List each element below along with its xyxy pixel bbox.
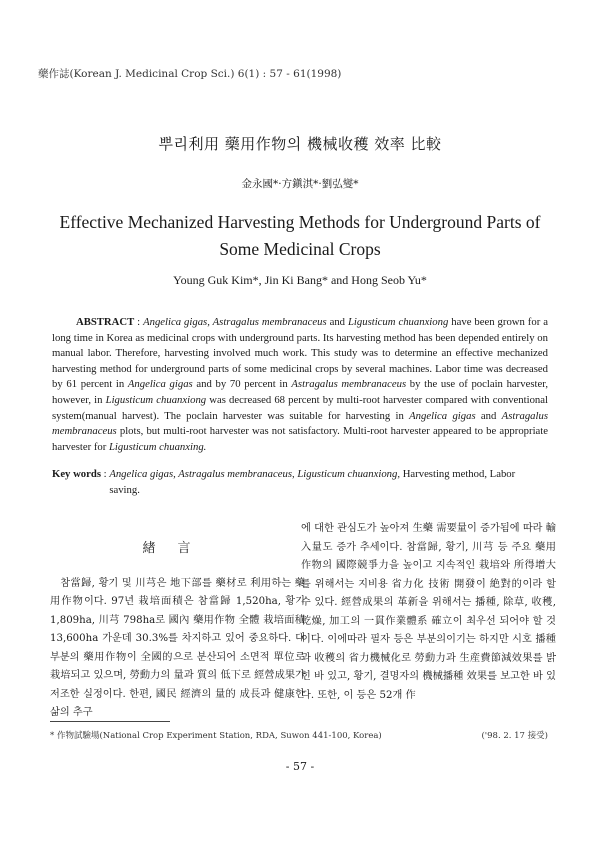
- abstract-text: Ligusticum chuanxiong: [347, 316, 449, 328]
- keywords-list: [109, 467, 529, 498]
- abstract-text: Ligusticum chuanxiong: [105, 393, 207, 406]
- abstract-text: Ligusticum chuanxing.: [108, 440, 207, 453]
- abstract-text: and by 70 percent in: [192, 378, 292, 391]
- abstract-text: by the use of poclain harvester, however, in: [52, 378, 548, 406]
- journal-citation: 藥作誌(Korean J. Medicinal Crop Sci.) 6(1) : 57 - 61(1998): [38, 68, 342, 80]
- abstract-text: have been grown for a long time in Korea as medicinal crops with underground parts. Its harvesting method has been depended entirely on manual labor. Therefore, harvesting involved much work. This study was to determine an effective mechanized harvesting method for underground parts of some medicinal crops by several machines. Labor time was decreased by 61 percent in: [52, 316, 548, 391]
- page-number: - 57 -: [285, 760, 315, 773]
- korean-authors: 金永國*·方鎭淇*·劉弘燮*: [241, 178, 359, 190]
- received-date: ('98. 2. 17 接受): [481, 731, 548, 741]
- abstract-text: and: [475, 409, 502, 422]
- introduction-paragraph: 참當歸, 황기 및 川芎은 地下部를 藥材로 利用하는 藥用作物이다. 97년 栽培面積은 참當歸 1,520ha, 황기 1,809ha, 川芎 798ha로 國內 藥用作物 全體 栽培面積 13,600ha 가운데 30.3%를 차지하고 있어 중요하다. 대부분의 藥用作物이 全國的으로 분산되어 소면적 單位로 栽培되고 있으며, 勞動力의 量과 質의 低下로 經營成果가 저조한 실정이다. 한편, 國民 經濟의 量的 成長과 健康한 삶의 추구: [50, 577, 305, 718]
- abstract-text: Angelica gigas: [127, 378, 193, 391]
- abstract: [52, 315, 548, 455]
- abstract-text: Astragalus membranaceus: [291, 378, 407, 391]
- keywords-label: Key words: [52, 468, 101, 480]
- right-column: [301, 520, 556, 705]
- keywords-terms: Harvesting method, Labor saving.: [109, 468, 516, 496]
- introduction-continued: 에 대한 관심도가 높아져 生藥 需要量이 증가됨에 따라 輸入量도 증가 추세이다. 참當歸, 황기, 川芎 등 주요 藥用作物의 國際競爭力을 높이고 지속적인 栽培와 所得增大를 위해서는 지비용 省力化 技術 開發이 絶對的이라 할 수 있다. 經營成果의 革新을 위해서는 播種, 除草, 收穫, 乾燥, 加工의 一貫作業體系 確立이 최우선 되어야 할 것이다. 이에따라 필자 등은 부분의이기는 하지만 시호 播種과 收穫의 省力機械化로 勞動力과 生産費節減效果를 밝힌 바 있고, 황기, 결명자의 機械播種 效果를 보고한 바 있다. 또한, 이 등은 52개 作: [301, 523, 556, 701]
- abstract-text: Astragalus membranaceus: [52, 409, 548, 438]
- affiliation-footnote: * 作物試驗場(National Crop Experiment Station, RDA, Suwon 441-100, Korea): [50, 731, 382, 741]
- abstract-text: Angelica gigas: [409, 409, 476, 422]
- abstract-text: was decreased 68 percent by multi-root harvester compared with conventional system(manual harvest). The poclain harvester was suitable for harvesting in: [52, 393, 548, 422]
- abstract-separator: :: [134, 316, 144, 328]
- keywords: [52, 467, 548, 498]
- left-column: [50, 520, 305, 723]
- keywords-species: Angelica gigas, Astragalus membranaceus, Ligusticum chuanxiong,: [109, 468, 401, 480]
- section-heading-introduction: 緖言: [142, 541, 213, 556]
- abstract-text: plots, but multi-root harvester was not satisfactory. Multi-root harvester appeared to be appropriate harvester for: [52, 425, 548, 453]
- english-title: [40, 209, 560, 263]
- english-authors: Young Guk Kim*, Jin Ki Bang* and Hong Seob Yu*: [173, 273, 427, 287]
- abstract-text: Angelica gigas, Astragalus membranaceus: [143, 316, 327, 328]
- footnote-divider: [50, 721, 170, 722]
- abstract-text: and: [326, 316, 348, 328]
- keywords-separator: :: [100, 468, 110, 480]
- korean-title: 뿌리利用 藥用作物의 機械收穫 效率 比較: [158, 135, 442, 153]
- abstract-label: ABSTRACT: [76, 316, 135, 328]
- english-title-line2: Some Medicinal Crops: [219, 239, 381, 259]
- english-title-line1: Effective Mechanized Harvesting Methods for Underground Parts of: [59, 212, 541, 232]
